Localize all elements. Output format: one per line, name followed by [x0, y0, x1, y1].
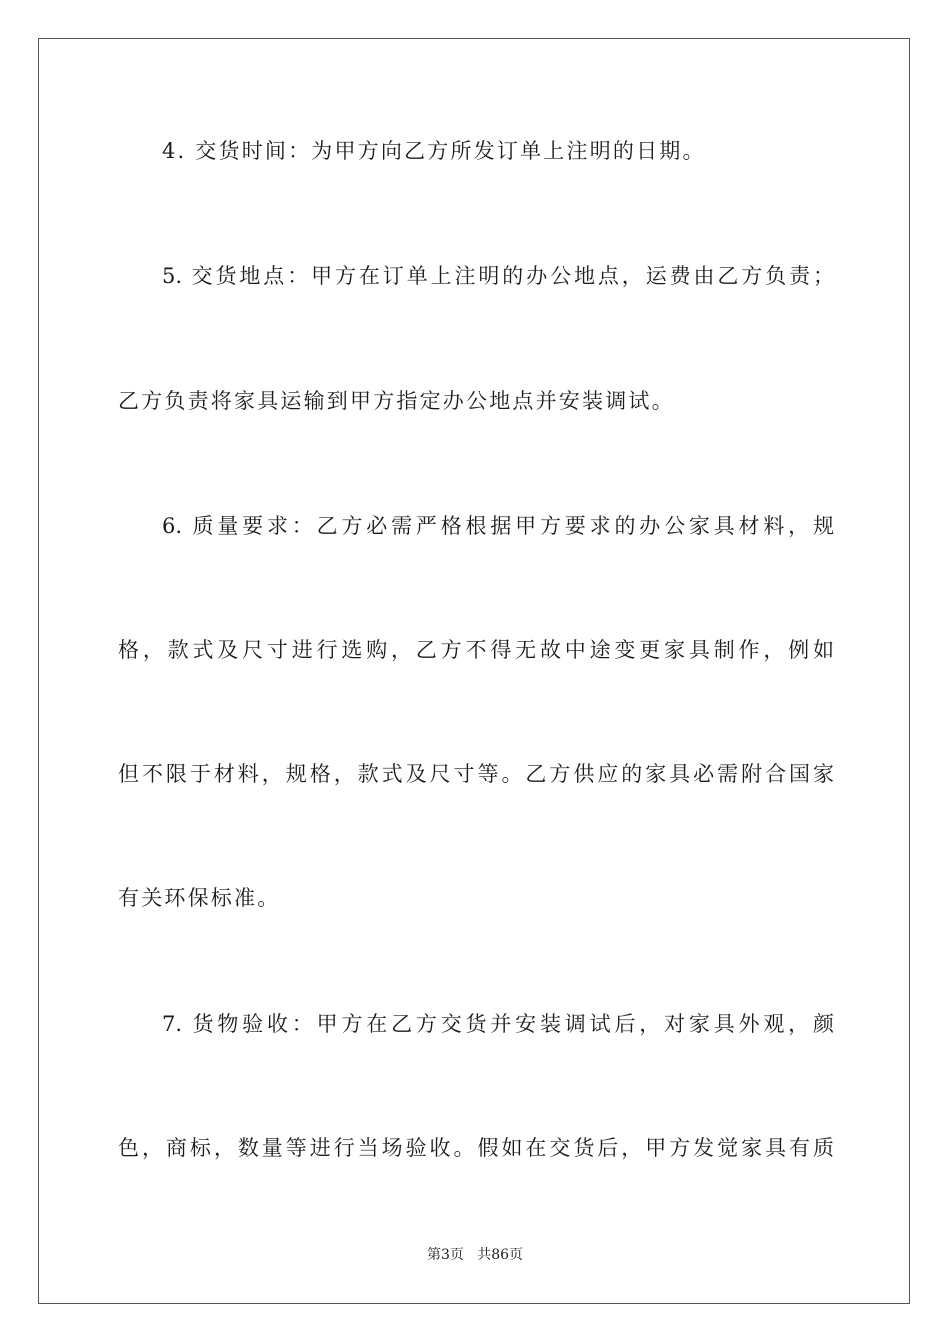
clause-6-quality-requirements: 6. 质量要求：乙方必需严格根据甲方要求的办公家具材料，规: [162, 514, 834, 538]
clause-5-continuation: 乙方负责将家具运输到甲方指定办公地点并安装调试。: [118, 389, 675, 413]
clause-6-continuation-3: 有关环保标准。: [118, 886, 281, 910]
page-border: [38, 38, 910, 1304]
clause-6-continuation-1: 格，款式及尺寸进行选购，乙方不得无故中途变更家具制作，例如: [118, 638, 834, 662]
clause-6-continuation-2: 但不限于材料，规格，款式及尺寸等。乙方供应的家具必需附合国家: [118, 762, 834, 786]
clause-5-delivery-location: 5. 交货地点：甲方在订单上注明的办公地点，运费由乙方负责；: [162, 264, 834, 288]
clause-7-continuation: 色，商标，数量等进行当场验收。假如在交货后，甲方发觉家具有质: [118, 1136, 834, 1160]
clause-7-goods-acceptance: 7. 货物验收：甲方在乙方交货并安装调试后，对家具外观，颜: [162, 1012, 834, 1036]
clause-4-delivery-time: 4. 交货时间：为甲方向乙方所发订单上注明的日期。: [162, 139, 706, 163]
page-number-footer: 第3页 共86页: [426, 1247, 524, 1263]
